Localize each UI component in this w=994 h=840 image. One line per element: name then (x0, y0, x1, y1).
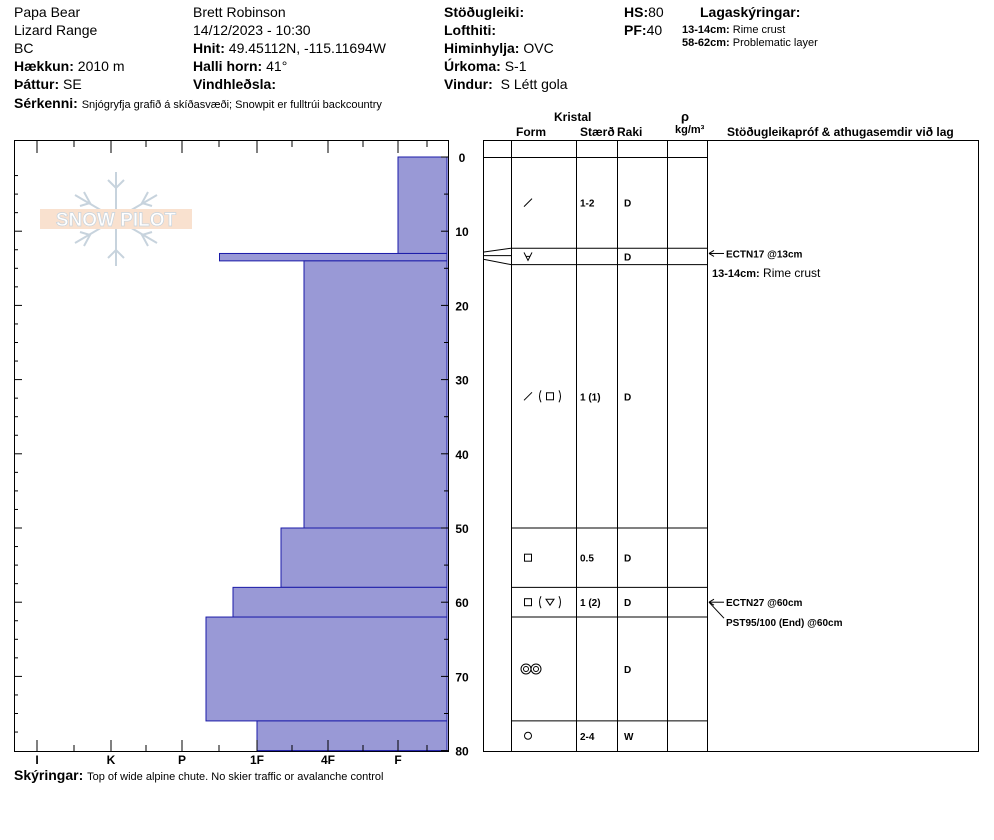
elevation-value: 2010 m (77, 58, 125, 74)
location-name: Papa Bear (14, 4, 81, 20)
elevation-label: Hækkun: (14, 58, 74, 74)
depth-tick-label: 20 (455, 299, 469, 314)
faceted-icon (525, 554, 532, 561)
layer-moisture: D (624, 598, 632, 610)
paren-right-icon (559, 390, 561, 402)
layer-comment (712, 266, 821, 280)
layer-size: 0.5 (580, 553, 594, 565)
decomposing-icon (524, 199, 532, 207)
hardness-tick-label: I (35, 753, 39, 767)
melt-form-icon (521, 664, 531, 674)
crystal-header: Kristal (554, 110, 592, 124)
hardness-tick-label: K (106, 753, 116, 767)
layer-connector (484, 248, 511, 264)
melt-form-icon (524, 666, 529, 671)
layer-table (484, 141, 843, 751)
layer-size: 1 (2) (580, 598, 601, 610)
layer-moisture: D (624, 252, 632, 264)
coords-value: 49.45112N, -115.11694W (228, 40, 387, 56)
faceted-icon (525, 599, 532, 606)
layer-size: 2-4 (580, 731, 595, 743)
grain-form-icon (521, 664, 541, 674)
depth-hoar-icon (546, 599, 554, 605)
layer-note-text: Rime crust (732, 24, 786, 36)
layer-moisture: D (624, 198, 632, 210)
air-temp-label: Lofthiti: (444, 22, 497, 38)
grain-form-icon (525, 596, 561, 608)
layer-size: 1-2 (580, 198, 595, 210)
faceted-icon (547, 393, 554, 400)
hardness-bar (257, 721, 447, 751)
hardness-bar (220, 253, 448, 260)
observation-datetime: 14/12/2023 - 10:30 (193, 22, 311, 38)
hs-label: HS: (624, 4, 649, 20)
rime-icon (524, 252, 532, 260)
layer-size: 1 (1) (580, 392, 601, 404)
hardness-bar (281, 528, 447, 587)
test-pointer (709, 602, 724, 618)
density-symbol: ρ (681, 109, 690, 124)
sky-label: Himinhylja: (444, 40, 520, 56)
aspect-value: SE (63, 76, 82, 92)
range-name: Lizard Range (14, 22, 98, 38)
hardness-bars (206, 157, 447, 751)
logo-text: SNOW PILOT (55, 210, 177, 231)
hardness-bar (206, 617, 447, 721)
pf-value: 40 (646, 22, 663, 38)
depth-tick-label: 80 (455, 744, 469, 759)
coords-label: Hnit: (193, 40, 225, 56)
pf-label: PF: (624, 22, 647, 38)
layer-comment-range: 13-14cm: (712, 268, 760, 280)
depth-tick-label: 30 (455, 373, 469, 388)
wind-label: Vindur: (444, 76, 493, 92)
hardness-bar (233, 587, 447, 617)
layer-note-text: Problematic layer (732, 37, 818, 49)
paren-left-icon (540, 390, 542, 402)
hardness-bar (398, 157, 447, 253)
grain-form-icon (524, 252, 532, 260)
layer-table-frame (484, 141, 979, 752)
comments-value: Top of wide alpine chute. No skier traffic or avalanche control (87, 771, 384, 783)
hardness-tick-label: 1F (249, 753, 265, 767)
stability-label: Stöðugleiki: (444, 4, 525, 20)
depth-tick-label: 0 (458, 151, 466, 165)
layer-moisture: D (624, 553, 632, 565)
grain-form-icon (524, 199, 532, 207)
hardness-tick-label: P (177, 753, 187, 767)
hs-value: 80 (648, 4, 664, 20)
snowpilot-logo (40, 172, 192, 266)
paren-right-icon (559, 596, 561, 608)
aspect-label: Þáttur: (14, 76, 60, 92)
precip-label: Úrkoma: (444, 58, 501, 74)
features-value: Snjógryfja grafið á skíðasvæði; Snowpit er fulltrúi backcountry (81, 99, 382, 111)
features-label: Sérkenni: (14, 95, 78, 111)
form-header: Form (516, 125, 546, 139)
melt-form-icon (534, 666, 539, 671)
layer-note-range: 13-14cm: (682, 24, 730, 36)
slope-label: Halli horn: (193, 58, 263, 74)
density-unit: kg/m³ (675, 124, 705, 136)
hardness-bar (304, 261, 447, 528)
precip-value: S-1 (504, 58, 527, 74)
depth-tick-label: 50 (455, 522, 469, 536)
hardness-tick-label: F (394, 753, 402, 767)
sky-value: OVC (523, 40, 554, 56)
observer-name: Brett Robinson (193, 4, 286, 20)
test-label: PST95/100 (End) @60cm (726, 618, 843, 630)
moisture-header: Raki (617, 125, 643, 139)
hardness-tick-label: 4F (320, 753, 336, 767)
decomposing-icon (524, 392, 532, 400)
test-label: ECTN27 @60cm (726, 598, 803, 610)
grain-form-icon (525, 732, 532, 739)
rounded-icon (525, 732, 532, 739)
comments-label: Skýringar: (14, 767, 84, 783)
grain-form-icon (525, 554, 532, 561)
state-name: BC (14, 40, 34, 56)
comments-field (14, 767, 384, 784)
test-label: ECTN17 @13cm (726, 249, 803, 261)
layer-moisture: D (624, 664, 632, 676)
slope-value: 41° (266, 58, 288, 74)
depth-tick-label: 10 (455, 225, 469, 240)
wind-loading-label: Vindhleðsla: (193, 76, 276, 92)
melt-form-icon (531, 664, 541, 674)
layer-comment-text: Rime crust (759, 266, 821, 280)
paren-left-icon (540, 596, 542, 608)
size-header: Stærð (580, 125, 615, 139)
depth-tick-label: 60 (455, 596, 469, 611)
layer-note-range: 58-62cm: (682, 37, 730, 49)
wind-value: S Létt gola (500, 76, 568, 92)
layer-moisture: W (624, 731, 634, 743)
grain-form-icon (524, 390, 561, 402)
depth-tick-label: 70 (455, 670, 469, 685)
layer-moisture: D (624, 392, 632, 404)
depth-tick-label: 40 (455, 447, 469, 462)
layer-notes-title: Lagaskýringar: (700, 4, 801, 20)
tests-header: Stöðugleikapróf & athugasemdir við lag (727, 125, 954, 139)
